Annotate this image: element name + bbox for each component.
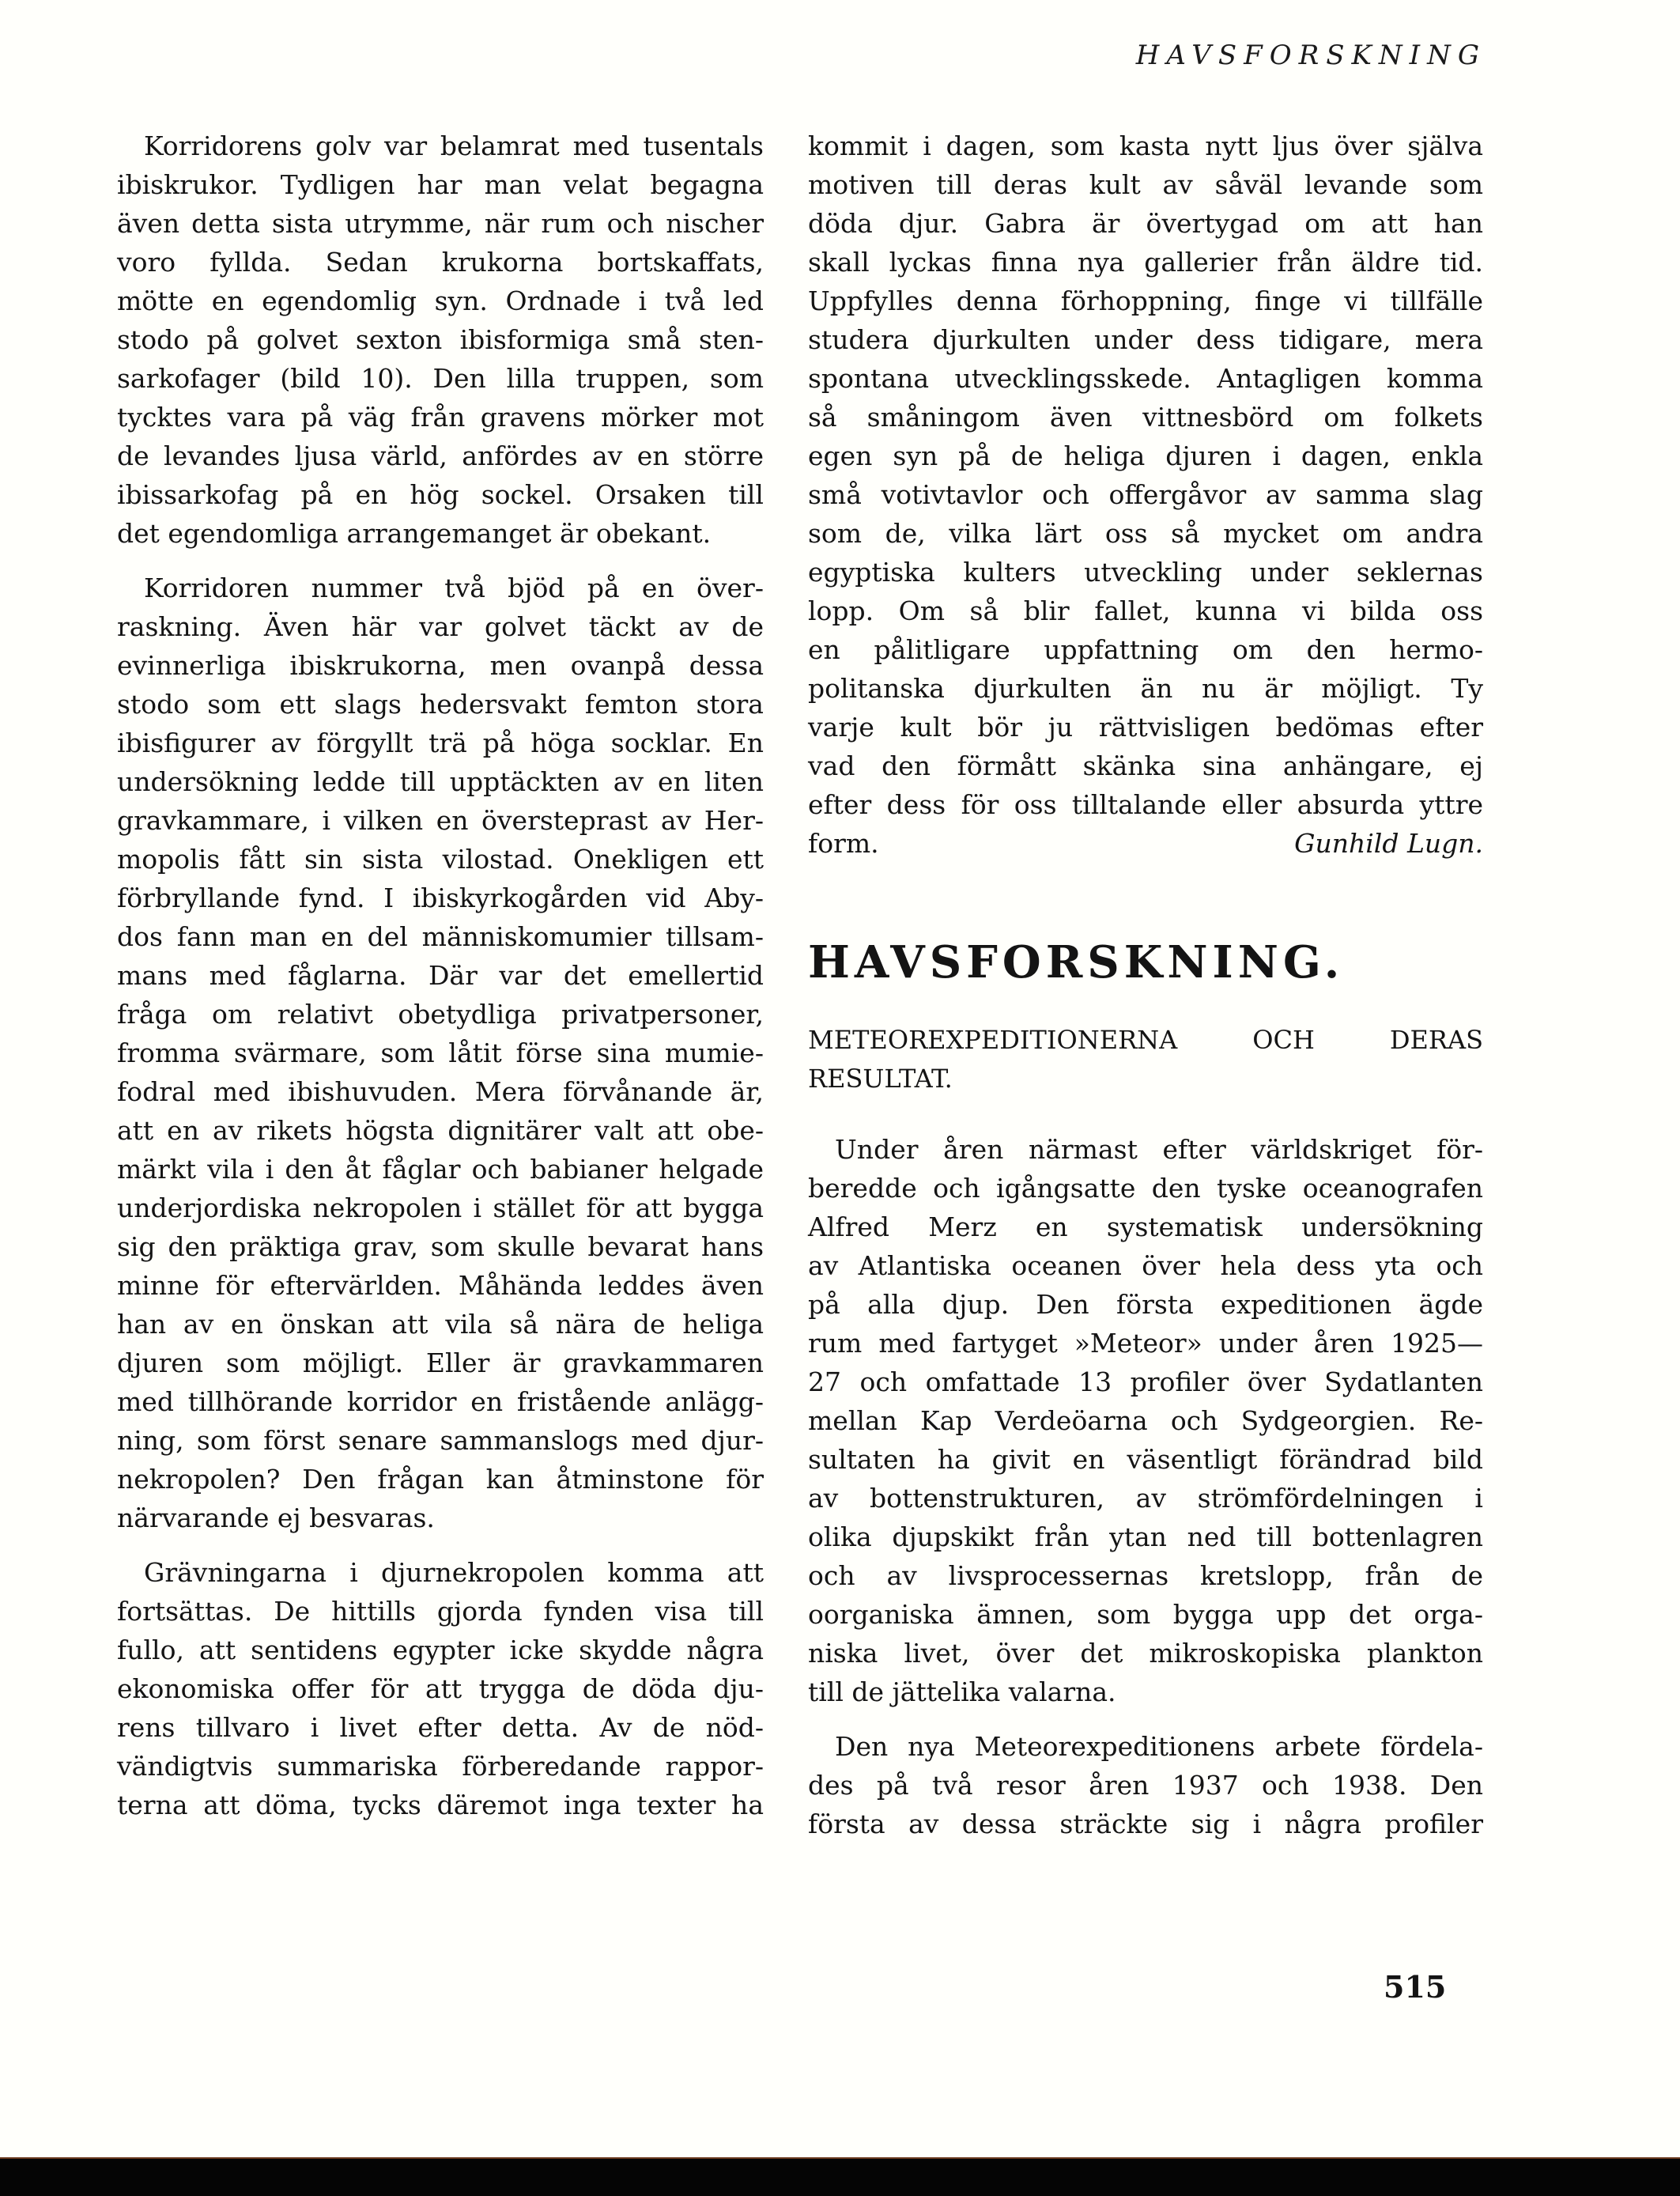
text-line: Korridorens golv var belamrat med tusentals: [144, 130, 764, 161]
text-line: skall lyckas finna nya gallerier från äldre tid.: [808, 247, 1483, 278]
text-line: fortsättas. De hittills gjorda fynden visa till: [117, 1596, 764, 1627]
paragraph: [117, 569, 764, 1537]
text-line: nekropolen? Den frågan kan åtminstone för: [117, 1464, 764, 1495]
text-line: studera djurkulten under dess tidigare, mera: [808, 324, 1483, 355]
text-line: fromma svärmare, som låtit förse sina mumie-: [117, 1038, 764, 1068]
text-line: dos fann man en del människomumier tillsam-: [117, 921, 764, 952]
subtitle-line: METEOREXPEDITIONERNA OCH DERAS: [808, 1025, 1483, 1055]
text-line: fodral med ibishuvuden. Mera förvånande är,: [117, 1076, 764, 1107]
text-line: Under åren närmast efter världskriget för-: [835, 1134, 1483, 1165]
paragraph: [808, 1727, 1483, 1843]
text-line: raskning. Även här var golvet täckt av de: [117, 611, 764, 642]
text-line: ning, som först senare sammanslogs med djur-: [117, 1425, 764, 1456]
text-line: mellan Kap Verdeöarna och Sydgeorgien. Re-: [808, 1405, 1483, 1436]
running-head: HAVSFORSKNING: [1135, 40, 1486, 71]
text-line: lopp. Om så blir fallet, kunna vi bilda oss: [808, 595, 1483, 626]
text-line: efter dess för oss tilltalande eller absurda yttre: [808, 789, 1483, 820]
text-line: så småningom även vittnesbörd om folkets: [808, 402, 1483, 433]
text-line: des på två resor åren 1937 och 1938. Den: [808, 1770, 1483, 1801]
text-line: även detta sista utrymme, när rum och nischer: [117, 208, 764, 239]
paragraph: [808, 1130, 1483, 1711]
closing-line: [808, 824, 1483, 863]
text-line: närvarande ej besvaras.: [117, 1502, 435, 1533]
text-line: och av livsprocessernas kretslopp, från de: [808, 1560, 1483, 1591]
text-line: motiven till deras kult av såväl levande som: [808, 169, 1483, 200]
text-line: rum med fartyget »Meteor» under åren 1925—: [808, 1328, 1483, 1359]
right-column: [808, 127, 1483, 1843]
text-line: Alfred Merz en systematisk undersökning: [808, 1211, 1483, 1242]
text-line: ibiskrukor. Tydligen har man velat begagna: [117, 169, 764, 200]
text-line: djuren som möjligt. Eller är gravkammaren: [117, 1347, 764, 1378]
text-line: Uppfylles denna förhoppning, finge vi tillfälle: [808, 285, 1483, 316]
text-line: märkt vila i den åt fåglar och babianer helgade: [117, 1154, 764, 1185]
text-line: ibissarkofag på en hög sockel. Orsaken till: [117, 479, 764, 510]
text-line: varje kult bör ju rättvisligen bedömas efter: [808, 712, 1483, 743]
text-line: underjordiska nekropolen i stället för att bygga: [117, 1192, 764, 1223]
text-line: det egendomliga arrangemanget är obekant.: [117, 518, 712, 549]
paragraph-continuation: [808, 127, 1483, 863]
text-line: vad den förmått skänka sina anhängare, ej: [808, 750, 1483, 781]
text-line: han av en önskan att vila så nära de heliga: [117, 1309, 764, 1340]
text-line: undersökning ledde till upptäckten av en liten: [117, 766, 764, 797]
text-line: ekonomiska offer för att trygga de döda dju-: [117, 1673, 764, 1704]
left-column: [117, 127, 764, 1824]
text-line: sig den präktiga grav, som skulle bevarat hans: [117, 1231, 764, 1262]
text-line: kommit i dagen, som kasta nytt ljus över själva: [808, 130, 1483, 161]
text-line: på alla djup. Den första expeditionen ägde: [808, 1289, 1483, 1320]
section-subtitle: [808, 1021, 1483, 1098]
text-line: av bottenstrukturen, av strömfördelningen i: [808, 1483, 1483, 1514]
text-line: förbryllande fynd. I ibiskyrkogården vid Aby-: [117, 883, 764, 913]
text-line: Grävningarna i djurnekropolen komma att: [144, 1557, 764, 1588]
text-line: fullo, att sentidens egypter icke skydde några: [117, 1635, 764, 1665]
text-line: de levandes ljusa värld, anfördes av en större: [117, 440, 764, 471]
text-line: Den nya Meteorexpeditionens arbete fördela-: [835, 1731, 1483, 1762]
text-line: till de jättelika valarna.: [808, 1676, 1116, 1707]
text-line: oorganiska ämnen, som bygga upp det orga-: [808, 1599, 1483, 1630]
page-number: 515: [1384, 1969, 1447, 2005]
text-line: terna att döma, tycks däremot inga texter ha: [117, 1790, 764, 1820]
text-line: en pålitligare uppfattning om den hermo-: [808, 634, 1483, 665]
text-line: första av dessa sträckte sig i några profiler: [808, 1809, 1483, 1839]
text-line: sarkofager (bild 10). Den lilla truppen, som: [117, 363, 764, 394]
text-line: mötte en egendomlig syn. Ordnade i två led: [117, 285, 764, 316]
text-line: vändigtvis summariska förberedande rappor-: [117, 1751, 764, 1782]
paragraph: [117, 127, 764, 553]
author-signature: Gunhild Lugn.: [1294, 828, 1483, 859]
text-line: fråga om relativt obetydliga privatpersoner,: [117, 999, 764, 1030]
text-line: att en av rikets högsta dignitärer valt att obe-: [117, 1115, 764, 1146]
text-line: döda djur. Gabra är övertygad om att han: [808, 208, 1483, 239]
text-line: niska livet, över det mikroskopiska plankton: [808, 1638, 1483, 1669]
text-line: rens tillvaro i livet efter detta. Av de nöd-: [117, 1712, 764, 1743]
text-line: tycktes vara på väg från gravens mörker mot: [117, 402, 764, 433]
text-line: form.: [808, 828, 879, 859]
text-line: med tillhörande korridor en fristående anlägg-: [117, 1386, 764, 1417]
text-line: voro fyllda. Sedan krukorna bortskaffats,: [117, 247, 764, 278]
text-line: mopolis fått sin sista vilostad. Onekligen ett: [117, 844, 764, 875]
text-line: små votivtavlor och offergåvor av samma slag: [808, 479, 1483, 510]
scan-border: [0, 2157, 1680, 2196]
text-line: stodo som ett slags hedersvakt femton stora: [117, 689, 764, 720]
text-line: olika djupskikt från ytan ned till bottenlagren: [808, 1521, 1483, 1552]
text-line: Korridoren nummer två bjöd på en över-: [144, 573, 764, 603]
text-line: av Atlantiska oceanen över hela dess yta och: [808, 1250, 1483, 1281]
subtitle-line: RESULTAT.: [808, 1064, 953, 1094]
text-line: beredde och igångsatte den tyske oceanografen: [808, 1173, 1483, 1204]
text-line: spontana utvecklingsskede. Antagligen komma: [808, 363, 1483, 394]
text-line: som de, vilka lärt oss så mycket om andra: [808, 518, 1483, 549]
text-line: egyptiska kulters utveckling under seklernas: [808, 557, 1483, 588]
text-line: egen syn på de heliga djuren i dagen, enkla: [808, 440, 1483, 471]
text-line: evinnerliga ibiskrukorna, men ovanpå dessa: [117, 650, 764, 681]
text-line: mans med fåglarna. Där var det emellertid: [117, 960, 764, 991]
text-line: minne för eftervärlden. Måhända leddes även: [117, 1270, 764, 1301]
text-line: 27 och omfattade 13 profiler över Sydatlanten: [808, 1366, 1483, 1397]
text-line: sultaten ha givit en väsentligt förändrad bild: [808, 1444, 1483, 1475]
paragraph: [117, 1553, 764, 1824]
text-line: ibisfigurer av förgyllt trä på höga socklar. En: [117, 728, 764, 758]
section-title: HAVSFORSKNING.: [808, 936, 1345, 988]
text-line: politanska djurkulten än nu är möjligt. Ty: [808, 673, 1483, 704]
text-line: stodo på golvet sexton ibisformiga små sten-: [117, 324, 764, 355]
text-line: gravkammare, i vilken en översteprast av Her-: [117, 805, 764, 836]
